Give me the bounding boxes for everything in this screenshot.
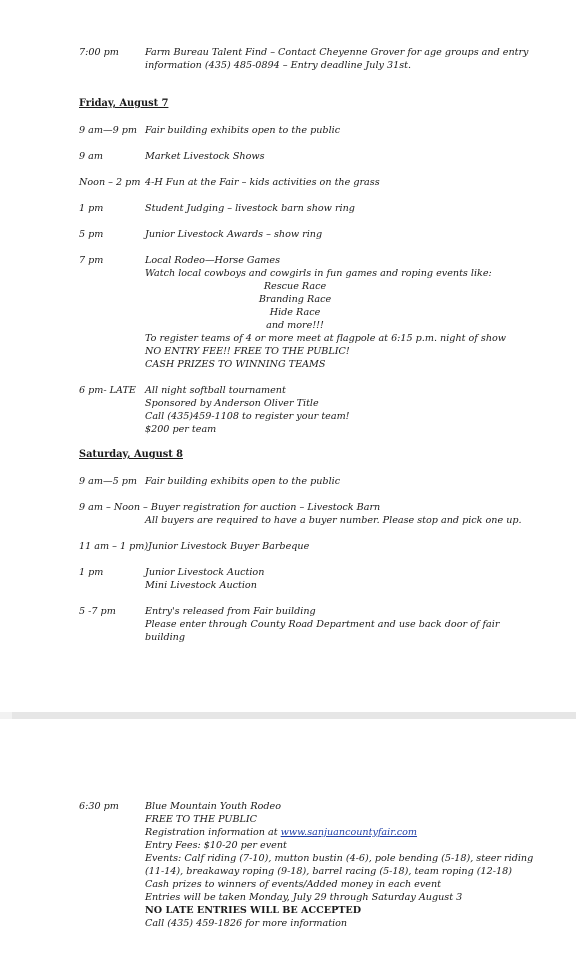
event-line: 4-H Fun at the Fair – kids activities on the grass <box>145 177 380 188</box>
event-line: Market Livestock Shows <box>145 151 265 162</box>
rodeo-registration <box>145 826 417 839</box>
event-line: information (435) 485-0894 – Entry deadline July 31st. <box>145 60 412 71</box>
time-label: 6 pm- LATE <box>79 385 136 396</box>
rodeo-fees: Entry Fees: $10-20 per event <box>145 840 287 851</box>
rodeo-entries: Entries will be taken Monday, July 29 through Saturday August 3 <box>145 892 463 903</box>
centered-event: Rescue Race <box>263 281 327 292</box>
event-line: All buyers are required to have a buyer number. Please stop and pick one up. <box>145 515 522 526</box>
time-label: 1 pm <box>79 203 104 214</box>
event-line: Student Judging – livestock barn show ring <box>145 203 355 214</box>
event-line: All night softball tournament <box>145 385 286 396</box>
rodeo-late-notice: NO LATE ENTRIES WILL BE ACCEPTED <box>145 905 362 916</box>
time-label: 6:30 pm <box>79 801 119 812</box>
event-line: Local Rodeo—Horse Games <box>145 255 281 266</box>
time-label: 9 am – Noon – Buyer registration for auction – Livestock Barn <box>79 502 381 513</box>
rodeo-free: FREE TO THE PUBLIC <box>145 814 257 825</box>
rodeo-contact: Call (435) 459-1826 for more information <box>145 918 348 929</box>
event-line: Fair building exhibits open to the public <box>145 476 341 487</box>
time-label: 9 am—5 pm <box>79 476 137 487</box>
event-line: Mini Livestock Auction <box>145 580 257 591</box>
time-label: 9 am—9 pm <box>79 125 137 136</box>
event-line: Please enter through County Road Department and use back door of fair <box>145 619 500 630</box>
time-label: 9 am <box>79 151 103 162</box>
rodeo-prizes: Cash prizes to winners of events/Added money in each event <box>145 879 441 890</box>
day-heading-friday: Friday, August 7 <box>79 98 169 109</box>
time-label: 11 am – 1 pm)Junior Livestock Buyer Barbeque <box>79 541 310 552</box>
fair-website-link[interactable]: www.sanjuancountyfair.com <box>280 827 418 838</box>
time-label: 7 pm <box>79 255 104 266</box>
time-label: 7:00 pm <box>79 47 119 58</box>
registration-prefix: Registration information at <box>145 827 281 838</box>
centered-event: and more!!! <box>266 320 324 331</box>
rodeo-events: Events: Calf riding (7-10), mutton bustin (4-6), pole bending (5-18), steer riding <box>145 853 534 864</box>
event-line: Junior Livestock Auction <box>145 567 265 578</box>
centered-event: Hide Race <box>269 307 321 318</box>
day-heading-saturday: Saturday, August 8 <box>79 449 183 460</box>
centered-event: Branding Race <box>258 294 332 305</box>
event-line: CASH PRIZES TO WINNING TEAMS <box>145 359 326 370</box>
event-line: Call (435)459-1108 to register your team! <box>145 411 350 422</box>
event-line: Entry's released from Fair building <box>145 606 316 617</box>
rodeo-title: Blue Mountain Youth Rodeo <box>145 801 281 812</box>
event-line: Fair building exhibits open to the public <box>145 125 341 136</box>
page-break-edge <box>0 712 12 719</box>
event-line: building <box>145 632 185 643</box>
event-line: $200 per team <box>145 424 217 435</box>
event-line: Sponsored by Anderson Oliver Title <box>145 398 319 409</box>
time-label: 5 -7 pm <box>79 606 116 617</box>
page-break <box>12 712 576 719</box>
event-line: NO ENTRY FEE!! FREE TO THE PUBLIC! <box>145 346 350 357</box>
rodeo-events: (11-14), breakaway roping (9-18), barrel racing (5-18), team roping (12-18) <box>145 866 512 877</box>
time-label: Noon – 2 pm <box>79 177 141 188</box>
event-line: Watch local cowboys and cowgirls in fun games and roping events like: <box>145 268 492 279</box>
time-label: 5 pm <box>79 229 104 240</box>
event-line: Junior Livestock Awards – show ring <box>145 229 323 240</box>
event-line: Farm Bureau Talent Find – Contact Cheyenne Grover for age groups and entry <box>145 47 529 58</box>
time-label: 1 pm <box>79 567 104 578</box>
event-line: To register teams of 4 or more meet at flagpole at 6:15 p.m. night of show <box>145 333 506 344</box>
